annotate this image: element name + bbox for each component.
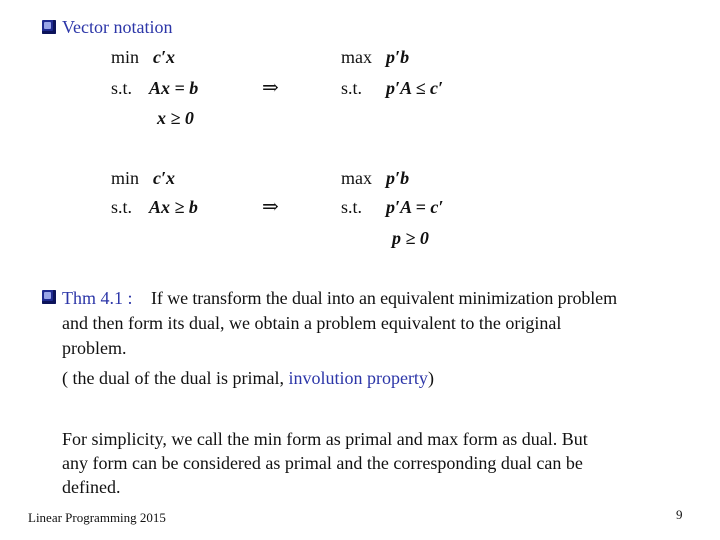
note-suffix: ) bbox=[427, 368, 434, 388]
objective-expression: c′x bbox=[153, 168, 176, 188]
nonnegativity-expression: x ≥ 0 bbox=[157, 108, 194, 128]
paragraph-line: any form can be considered as primal and the corresponding dual can be bbox=[62, 453, 583, 473]
bullet-icon bbox=[42, 290, 56, 304]
max-keyword: max bbox=[341, 47, 372, 67]
dual-constraint-expression: p′A = c′ bbox=[386, 197, 444, 217]
dual-objective-expression: p′b bbox=[386, 47, 410, 67]
min-keyword: min bbox=[111, 168, 140, 188]
note-prefix: ( the dual of the dual is primal, bbox=[62, 368, 289, 388]
subject-to-keyword: s.t. bbox=[111, 197, 133, 217]
objective-expression: c′x bbox=[153, 47, 176, 67]
theorem-label: Thm 4.1 : bbox=[62, 288, 133, 308]
theorem-line: and then form its dual, we obtain a problem equivalent to the original bbox=[62, 313, 562, 333]
bullet-icon bbox=[42, 20, 56, 34]
implies-arrow: ⇒ bbox=[262, 196, 279, 218]
page-number: 9 bbox=[676, 507, 683, 522]
dual-constraint-expression: p′A ≤ c′ bbox=[386, 78, 444, 98]
theorem-line: problem. bbox=[62, 338, 127, 358]
constraint-expression: Ax ≥ b bbox=[149, 197, 198, 217]
constraint-expression: Ax = b bbox=[149, 78, 199, 98]
paragraph-line: defined. bbox=[62, 477, 121, 497]
involution-property-highlight: involution property bbox=[288, 368, 428, 388]
subject-to-keyword: s.t. bbox=[341, 78, 363, 98]
subject-to-keyword: s.t. bbox=[341, 197, 363, 217]
footer-course-title: Linear Programming 2015 bbox=[28, 510, 166, 525]
involution-note bbox=[62, 368, 434, 388]
min-keyword: min bbox=[111, 47, 140, 67]
section-heading: Vector notation bbox=[62, 17, 173, 37]
implies-arrow: ⇒ bbox=[262, 77, 279, 99]
nonnegativity-expression: p ≥ 0 bbox=[392, 228, 429, 248]
subject-to-keyword: s.t. bbox=[111, 78, 133, 98]
paragraph-line: For simplicity, we call the min form as primal and max form as dual. But bbox=[62, 429, 588, 449]
dual-objective-expression: p′b bbox=[386, 168, 410, 188]
max-keyword: max bbox=[341, 168, 372, 188]
theorem-line: If we transform the dual into an equivalent minimization problem bbox=[151, 288, 617, 308]
